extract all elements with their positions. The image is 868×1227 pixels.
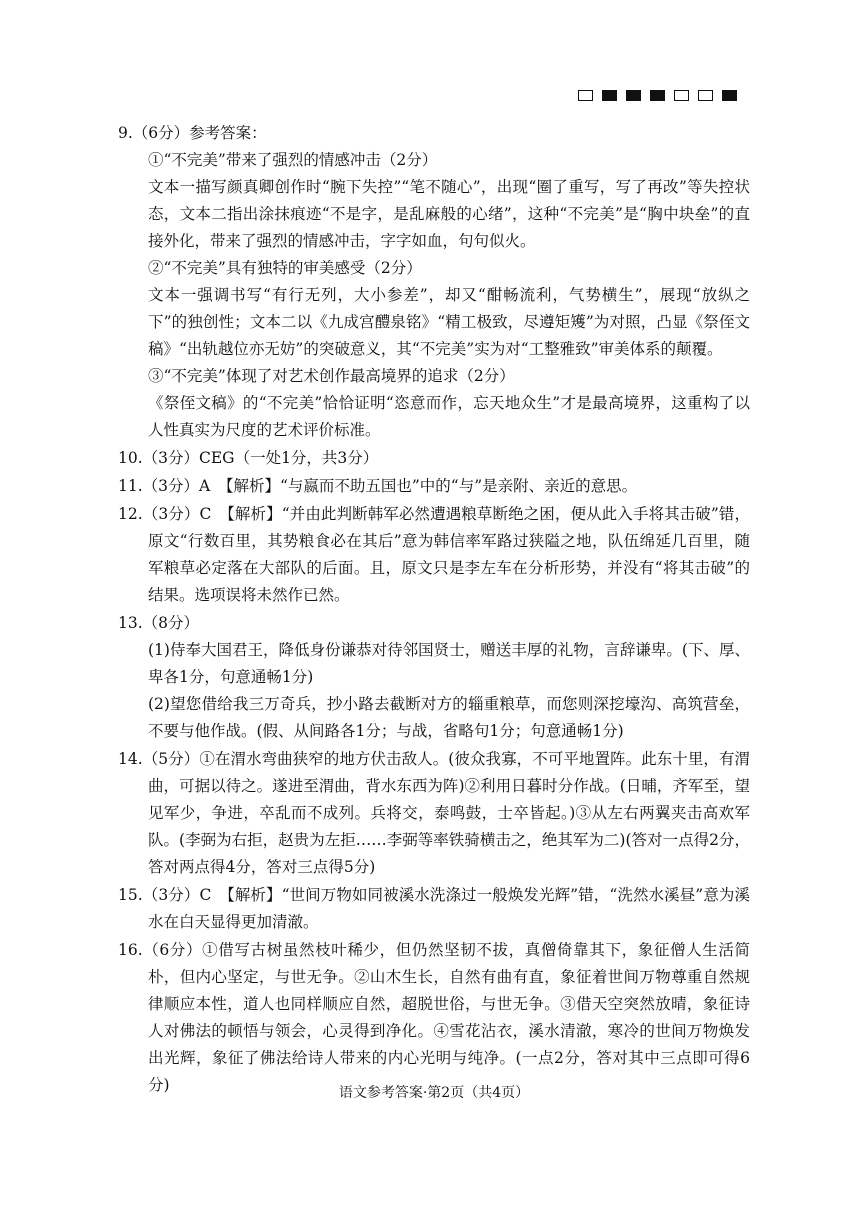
q14-answer: 14.（5分）①在渭水弯曲狭窄的地方伏击敌人。(彼众我寡，不可平地置阵。此东十里，有渭曲，可据以待之。遂进至渭曲，背水东西为阵)②利用日暮时分作战。(日晡，齐军至，望见军少，争进，卒乱而不成列。兵将交，泰鸣鼓，士卒皆起。)③从左右两翼夹击高欢军队。(李弼为右拒，赵贵为左拒……李弼等率铁骑横击之，绝其军为二)(答对一点得2分，答对两点得4分，答对三点得5分) — [118, 750, 750, 876]
square-1 — [602, 90, 617, 101]
square-4 — [674, 90, 689, 101]
header-squares — [578, 90, 737, 101]
square-0 — [578, 90, 593, 101]
q12-answer: 12.（3分）C 【解析】“并由此判断韩军必然遭遇粮草断绝之困，便从此入手将其击破”错，原文“行数百里，其势粮食必在其后”意为韩信率军路过狭隘之地，队伍绵延几百里，随军粮草必定落在大部队的后面。且，原文只是李左车在分析形势，并没有“将其击破”的结果。选项误将未然作已然。 — [118, 505, 750, 604]
q9-point2-text: 文本一强调书写“有行无列，大小参差”，却又“酣畅流利，气势横生”，展现“放纵之下”的独创性；文本二以《九成宫醴泉铭》“精工极致，尽遵矩矱”为对照，凸显《祭侄文稿》“出轨越位亦无妨”的突破意义，其“不完美”实为对“工整雅致”审美体系的颠覆。 — [148, 286, 750, 358]
q11-answer: 11.（3分）A 【解析】“与嬴而不助五国也”中的“与”是亲附、亲近的意思。 — [118, 477, 638, 495]
square-5 — [698, 90, 713, 101]
q15-answer: 15.（3分）C 【解析】“世间万物如同被溪水洗涤过一般焕发光辉”错，“洗然水溪昼”意为溪水在白天显得更加清澈。 — [118, 886, 750, 931]
answer-content — [118, 120, 750, 1099]
q13-sub2: (2)望您借给我三万奇兵，抄小路去截断对方的辎重粮草，而您则深挖壕沟、高筑营垒，不要与他作战。(假、从间路各1分；与战，省略句1分；句意通畅1分) — [148, 695, 750, 740]
q10-answer: 10.（3分）CEG（一处1分，共3分） — [118, 449, 379, 467]
q16-answer: 16.（6分）①借写古树虽然枝叶稀少，但仍然坚韧不拔，真僧倚靠其下，象征僧人生活简朴，但内心坚定，与世无争。②山木生长，自然有曲有直，象征着世间万物尊重自然规律顺应本性，道人也同样顺应自然，超脱世俗，与世无争。③借天空突然放晴，象征诗人对佛法的顿悟与领会，心灵得到净化。④雪花沾衣，溪水清澈，寒冷的世间万物焕发出光辉，象征了佛法给诗人带来的内心光明与纯净。(一点2分，答对其中三点即可得6分) — [118, 941, 750, 1094]
q9-point3-text: 《祭侄文稿》的“不完美”恰恰证明“恣意而作，忘天地众生”才是最高境界，这重构了以人性真实为尺度的艺术评价标准。 — [148, 394, 750, 439]
q9-head: 9.（6分）参考答案： — [118, 124, 267, 142]
q9-point1-text: 文本一描写颜真卿创作时“腕下失控”“笔不随心”，出现“圈了重写，写了再改”等失控状态，文本二指出涂抹痕迹“不是字，是乱麻般的心绪”，这种“不完美”是“胸中块垒”的直接外化，带来了强烈的情感冲击，字字如血，句句似火。 — [148, 178, 750, 250]
q9-point1-title: ①“不完美”带来了强烈的情感冲击（2分） — [148, 151, 438, 169]
page-footer: 语文参考答案·第2页（共4页） — [338, 1085, 530, 1101]
q9-point3-title: ③“不完美”体现了对艺术创作最高境界的追求（2分） — [148, 367, 515, 385]
q9-point2-title: ②“不完美”具有独特的审美感受（2分） — [148, 259, 422, 277]
square-6 — [722, 90, 737, 101]
square-2 — [626, 90, 641, 101]
q13-head: 13.（8分） — [118, 614, 200, 632]
square-3 — [650, 90, 665, 101]
q13-sub1: (1)侍奉大国君王，降低身份谦恭对待邻国贤士，赠送丰厚的礼物，言辞谦卑。(下、厚、卑各1分，句意通畅1分) — [148, 641, 750, 686]
